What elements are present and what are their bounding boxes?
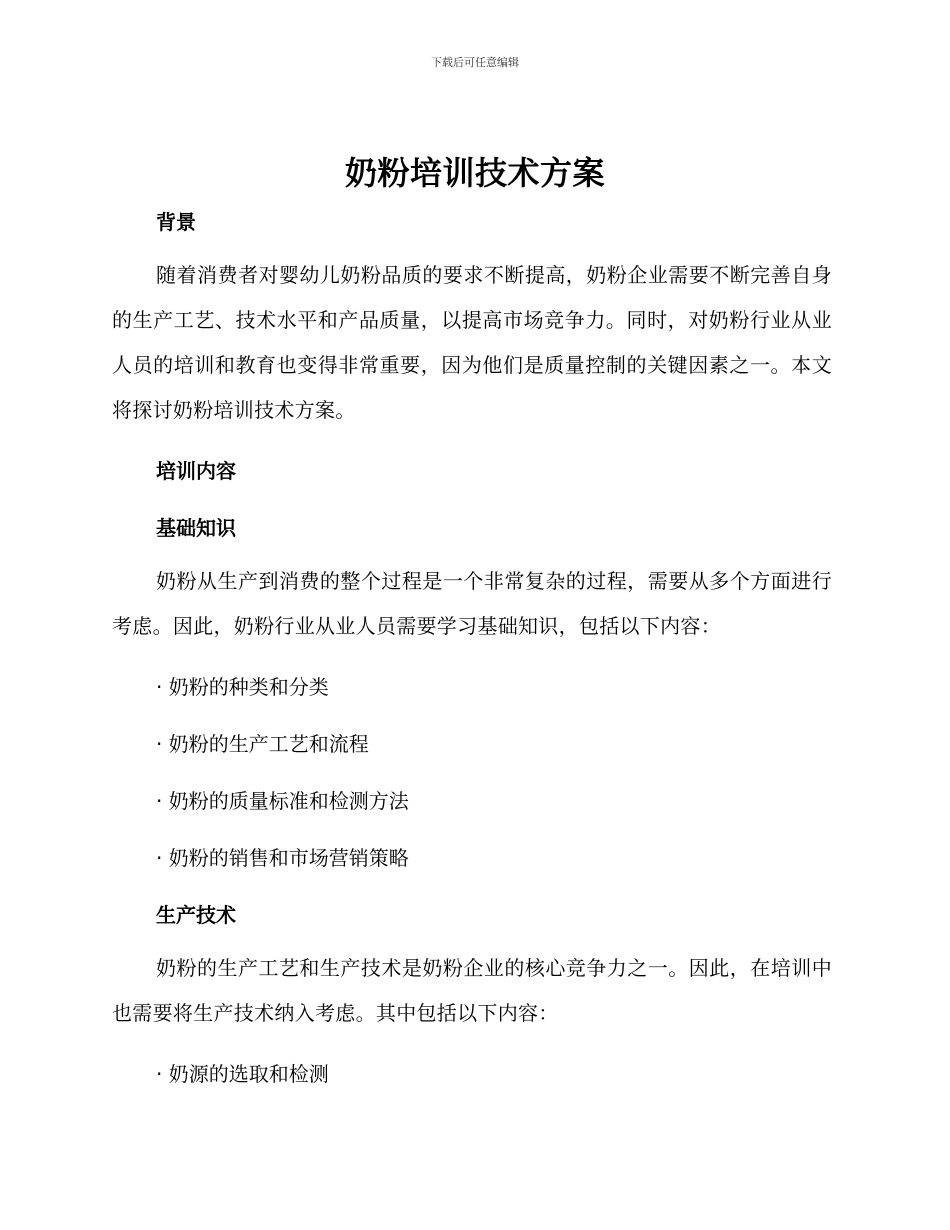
- list-item: · 奶粉的销售和市场营销策略: [156, 846, 409, 870]
- spacer: [112, 877, 832, 896]
- spacer: [112, 1036, 832, 1055]
- spacer: [112, 490, 832, 509]
- list-item: · 奶粉的质量标准和检测方法: [156, 789, 409, 813]
- section-heading-training: 培训内容: [156, 459, 236, 483]
- spacer: [112, 934, 832, 946]
- section-heading-background: 背景: [156, 210, 196, 234]
- spacer: [112, 241, 832, 253]
- document-body: [112, 203, 832, 1093]
- basics-paragraph: 奶粉从生产到消费的整个过程是一个非常复杂的过程，需要从多个方面进行考虑。因此，奶粉行业从业人员需要学习基础知识，包括以下内容：: [112, 569, 832, 638]
- spacer: [112, 763, 832, 782]
- section-heading-basics: 基础知识: [156, 516, 236, 540]
- spacer: [112, 547, 832, 559]
- header-note: 下载后可任意编辑: [431, 56, 519, 69]
- spacer: [112, 706, 832, 725]
- document-title: 奶粉培训技术方案: [344, 154, 605, 192]
- spacer: [112, 820, 832, 839]
- list-item: · 奶粉的生产工艺和流程: [156, 732, 369, 756]
- production-paragraph: 奶粉的生产工艺和生产技术是奶粉企业的核心竞争力之一。因此，在培训中也需要将生产技术纳入考虑。其中包括以下内容：: [112, 956, 832, 1025]
- section-heading-production: 生产技术: [156, 903, 236, 927]
- list-item: · 奶源的选取和检测: [156, 1062, 329, 1086]
- background-paragraph: 随着消费者对婴幼儿奶粉品质的要求不断提高，奶粉企业需要不断完善自身的生产工艺、技术水平和产品质量，以提高市场竞争力。同时，对奶粉行业从业人员的培训和教育也变得非常重要，因为他们是质量控制的关键因素之一。本文将探讨奶粉培训技术方案。: [112, 263, 832, 422]
- spacer: [112, 649, 832, 668]
- list-item: · 奶粉的种类和分类: [156, 675, 329, 699]
- spacer: [112, 433, 832, 452]
